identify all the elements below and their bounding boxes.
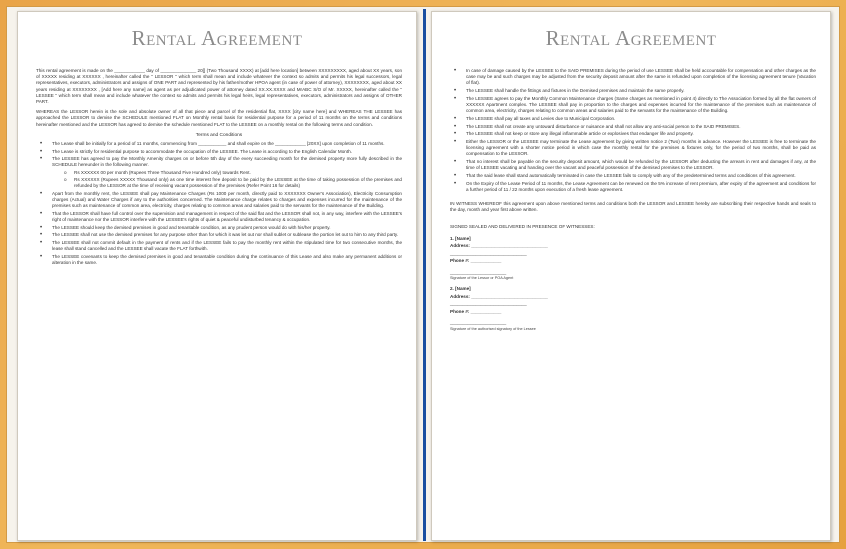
witness-phone: Phone #: ____________ [450,308,502,314]
term-item: • The LESSEE agrees to pay the Monthly Common Maintenance charges (Same charges as mentioned in point 4) directly to The Association formed by all the flat owners of XXXXXX Apartment complex. The LESSEE shall pay in proportion to the charges and expenses incurred for the maintenance of the premises such as maintenance of common area, electricity, charges relating to common areas and salaries paid to the servants for the maintenance of the Building. [450,96,816,115]
term-item: • That the LESSOR shall have full control over the supervision and management in respect of the said flat and the LESSOR shall not, in any way, interfere with the LESSEE's right of maintenance nor the LESSOR interfere with the LESSEE's rights of quiet & peaceful undisturbed tenancy & occupation. [36,211,402,223]
term-item [36,156,402,189]
page-left [17,11,417,541]
term-item: • The LESSEE covenants to keep the demised premises in good and tenantable condition during the continuance of this Lease and also make any permanent additions or alteration in the same. [36,254,402,266]
witness-address: Address: ______________________________ [450,293,548,299]
term-item: • The Lease is strictly for residential purpose to accommodate the occupation of the LESSEE. The Lease is according to the English Calendar Month. [36,149,402,155]
term-item: • Either the LESSOR or the LESSEE may terminate the Lease agreement by giving written notice 2 (Two) months in advance. However the LESSEE is free to terminate the licensing agreement with a shorter notice period in which case the monthly rental for the premises & fixtures only, for the period of two months, shall be paid as compensation to the LESSOR. [450,139,816,158]
sub-term-item: o Rs XXXXXX 00 per month (Rupees Three Thousand Five Hundred only) towards Rent. [52,170,402,176]
witness-address-line: ______________________________ [450,301,527,307]
term-item: • On the Expiry of the Lease Period of 11 months, the Lease Agreement can be renewed on the 5% increase of rent premium, after expiry of the agreement and conditions for a further period of 11 / 22 months upon execution of a fresh lease agreement. [450,181,816,193]
page-content [36,68,402,534]
page-right [431,11,831,541]
witness-address: Address: ______________________________ [450,243,548,249]
term-text: The LESSEE has agreed to pay the Monthly Amenity charges on or before 5th day of the every succeeding month for the demised property more fully described in the SCHEDULE hereunder in the following manner. [52,156,402,168]
intro-paragraph: This rental agreement is made on the ____________ day of ______________ 20[] (Two Thousand XXXX) at [add here location] between XXXXXXXXX, aged about XX years, son of XXXXX residing at XXXXXX , hereinafter called the " LESSOR " which term shall mean and include whatever the context so admits and permits his legal successors, legal representatives, executors, administrators and assigns of ONE PART and represented by his father/mother HPOA agent (in case of power of attorney), XXXXXXXX, aged about XX years residing at XXXXXXXX , [Add here any name] as agent as per adjudicated power of attorney dated XX.XX.XXXX and MrABC S/O of Mr. XXXXX, hereinafter called the " LESSEE " which term shall mean and include whatever the context so admits and permits his legal heirs, legal representatives, executors, administrators and assigns of OTHER PART. [36,68,402,105]
term-item: • The Lease shall be initially for a period of 11 months, commencing from ___________ and shall expire on the ____________ [20XX] upon completion of 11 months. [36,141,402,147]
witness-name: 1. [Name] [450,235,471,241]
term-item: • In case of damage caused by the LESSEE to the SAID PREMISES during the period of use LESSEE shall be held accountable for compensation and other charges as the case may be and such charges may be adjusted from the security deposit amount after the same is refunded upon completion of the licensing agreement tenure (Vacation of flat). [450,68,816,87]
document-frame [6,6,840,543]
terms-list [450,68,816,193]
term-item: • The LESSEE should keep the demised premises in good and tenantable condition, as any prudent person would do with his/her property. [36,225,402,231]
terms-list [36,141,402,267]
term-item: • The LESSEE shall handle the fittings and fixtures in the Demised premises and maintain the same properly. [450,88,816,94]
witness-address-line: ______________________________ [450,250,527,256]
sub-term-item: o Rs XXXXXX (Rupees XXXXX Thousand only) as one time interest free deposit to be paid by the LESSEE at the time of taking possession of the premises and refunded by the LESSOR at the time of receiving vacant possession of the premises (Refer Point 16 for details) [52,177,402,189]
page-divider [423,9,426,541]
page-title: Rental Agreement [545,26,717,50]
signature-line: ______________________ [450,320,507,326]
lessor-signature [450,269,816,282]
witness-1 [450,235,816,265]
whereas-paragraph: WHEREAS the LESSOR herein is the sole and absolute owner of all that piece and parcel of the residential flat, XXXX [city name here] and WHEREAS THE LESSEE has approached the LESSOR to demise the SCHEDULE mentioned FLAT on Monthly rental basis for residential purpose for a period of 11 months on the terms and conditions hereinafter mentioned and the LESSOR has agreed to demise the schedule mentioned FLAT to the LESSEE on a monthly rental on the following terms and condition. [36,109,402,127]
term-item: • The LESSEE shall pay all taxes and Levies due to Municipal Corporation. [450,116,816,122]
term-item: • The LESSEE shall not keep or store any illegal inflammable article or explosives that endanger life and property. [450,131,816,137]
witness-phone: Phone #: ____________ [450,258,502,264]
term-item: • That no interest shall be payable on the security deposit amount, which would be refunded by the LESSOR after deducting the arrears in rent and damages if any, at the time of LESSEE vacating and handing over the vacant and peaceful possession of the demised premises to the LESSOR. [450,159,816,171]
sub-terms-list [52,170,402,190]
term-item: • That the said lease shall stand automatically terminated in case the LESSEE fails to comply with any of the predetermined terms and conditions of this agreement. [450,173,816,179]
term-item: • The LESSEE shall not create any untoward disturbance or nuisance and shall not allow any anti-social person to the SAID PREMISES. [450,124,816,130]
signature-caption: Signature of the authorised signatory of the Lessee [450,326,536,331]
witness-paragraph: IN WITNESS WHEREOF this agreement upon above mentioned terms and conditions both the LESSOR and LESSEE hereby are subscribing their respective hands and seals to the day, month and year first above written. [450,200,816,212]
signature-line: ______________________ [450,269,507,275]
term-item: • The LESSEE shall not use the demised premises for any purpose other than for which it was let out nor shall sublet or sublease the portion let out to him to any third party. [36,232,402,238]
page-content [450,68,816,534]
signed-heading: SIGNED SEALED AND DELIVERED IN PRESENCE OF WITNESSES: [450,224,595,230]
signature-section [450,223,816,332]
witness-name: 2. [Name] [450,286,471,292]
terms-heading: Terms and Conditions [195,132,243,138]
signature-caption: Signature of the Lessor or POA Agent [450,276,514,281]
term-item: • Apart from the monthly rent, the LESSEE shall pay Maintenance Charges (Rs 1000 per month, directly paid to XXXXXXX Owner's Association), Electricity Consumption charges (Actual) and Water Charges if any to the authorities concerned. The Maintenance charge relates to charges and expenses incurred for the maintenance of the premises such as maintenance of common area, electricity, charges relating to common areas and salaries paid to the servants for the maintenance of the Building. [36,191,402,210]
witness-2 [450,285,816,315]
page-title: Rental Agreement [131,26,303,50]
lessee-signature [450,319,816,332]
term-item: • The LESSEE shall not commit default in the payment of rents and if the LESSEE fails to pay the monthly rent within the stipulated time for two consecutive months, the lease shall stand cancelled and the LESSEE shall vacate the FLAT forthwith. [36,240,402,252]
